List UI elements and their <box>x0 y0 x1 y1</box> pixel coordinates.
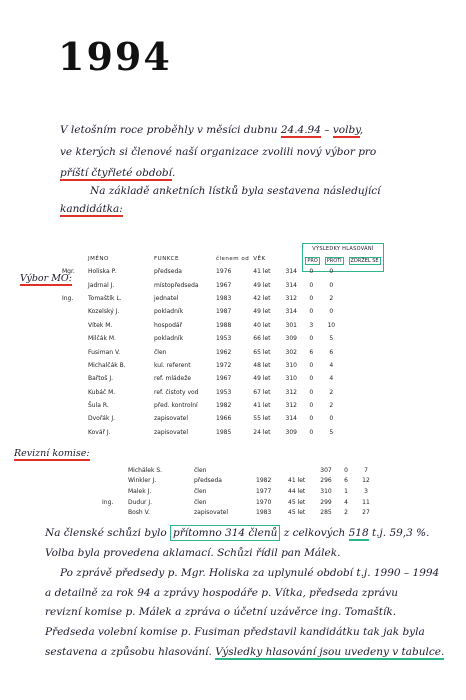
cell-proti: 0 <box>309 308 314 316</box>
cell-title <box>100 507 126 518</box>
outro-line-7 <box>45 647 444 658</box>
cell-title <box>60 332 86 345</box>
cell-function: člen <box>194 498 207 506</box>
roster-row <box>60 278 341 291</box>
cell-zdrzel: 0 <box>329 308 334 316</box>
committee-row <box>100 507 376 518</box>
cell-zdrzel: 2 <box>329 388 334 396</box>
roster-row <box>60 265 341 278</box>
cell-pro: 314 <box>285 415 297 423</box>
cell-title <box>60 278 86 291</box>
cell-age <box>286 465 316 476</box>
cell-proti: 0 <box>309 402 314 410</box>
intro-text: V letošním roce proběhly v měsíci dubnu <box>60 124 281 136</box>
attendance-count: přítomno 314 členů <box>170 525 280 541</box>
cell-title <box>60 305 86 318</box>
col-name: JMÉNO <box>88 256 109 262</box>
cell-function: místopředseda <box>154 281 199 289</box>
candidate-list-label: kandidátka: <box>60 203 123 215</box>
cell-name: Jadrnal J. <box>88 281 115 289</box>
cell-function: ref. mládeže <box>154 375 192 383</box>
cell-year: 1982 <box>256 477 272 485</box>
col-proti-spacer <box>301 253 321 265</box>
cell-pro: 307 <box>320 466 332 474</box>
intro-separator: – <box>320 124 333 136</box>
cell-title <box>60 412 86 425</box>
cell-zdrzel: 0 <box>329 268 334 276</box>
cell-title <box>60 399 86 412</box>
cell-function: před. kontrolní <box>154 402 198 410</box>
cell-name: Holiska P. <box>88 268 117 276</box>
cell-name: Kovář J. <box>88 428 111 436</box>
cell-age: 40 let <box>253 321 271 329</box>
cell-zdrzel: 4 <box>329 375 334 383</box>
cell-name: Dvořák J. <box>88 415 116 423</box>
outro-line-3: Po zprávě předsedy p. Mgr. Holiska za uplynulé období t.j. 1990 – 1994 <box>60 567 440 579</box>
audit-committee-table <box>100 465 376 518</box>
cell-year <box>254 465 286 476</box>
cell-zdrzel: 4 <box>329 361 334 369</box>
cell-pro: 309 <box>285 428 297 436</box>
cell-pro: 310 <box>285 375 297 383</box>
cell-name: Kozelský J. <box>88 308 120 316</box>
cell-year: 1983 <box>216 294 232 302</box>
cell-function: člen <box>194 466 207 474</box>
cell-pro: 312 <box>285 294 297 302</box>
cell-name: Malek J. <box>128 487 152 495</box>
cell-name: Dudur J. <box>128 498 153 506</box>
cell-age: 41 let <box>288 477 306 485</box>
cell-pro: 296 <box>320 477 332 485</box>
committee-row <box>100 476 376 487</box>
roster-row <box>60 319 341 332</box>
results-note: Výsledky hlasování jsou uvedeny v tabulce. <box>215 646 445 658</box>
board-roster-table <box>60 253 341 439</box>
col-pro: PRO <box>307 258 318 264</box>
cell-proti: 0 <box>344 466 348 474</box>
cell-year: 1966 <box>216 415 232 423</box>
cell-age: 44 let <box>288 487 306 495</box>
cell-function: člen <box>154 348 167 356</box>
cell-proti: 2 <box>344 509 348 517</box>
cell-title <box>100 465 126 476</box>
cell-function: zapisovatel <box>194 509 229 517</box>
cell-age: 66 let <box>253 335 271 343</box>
cell-year: 1982 <box>216 402 232 410</box>
cell-zdrzel: 3 <box>364 487 368 495</box>
cell-pro: 310 <box>320 487 332 495</box>
cell-zdrzel: 2 <box>329 402 334 410</box>
cell-age: 48 let <box>253 361 271 369</box>
cell-pro: 310 <box>285 361 297 369</box>
cell-pro: 285 <box>320 509 332 517</box>
cell-age: 42 let <box>253 294 271 302</box>
cell-year: 1977 <box>256 487 272 495</box>
results-title: VÝSLEDKY HLASOVÁNÍ <box>312 246 374 252</box>
cell-title: Mgr. <box>62 268 75 276</box>
outro-text: Na členské schůzi bylo <box>45 527 170 539</box>
col-function: FUNKCE <box>154 256 179 262</box>
cell-zdrzel: 0 <box>329 415 334 423</box>
page-year-heading: 1994 <box>58 34 172 79</box>
cell-name: Bosh V. <box>128 509 150 517</box>
roster-row <box>60 305 341 318</box>
cell-age: 49 let <box>253 281 271 289</box>
cell-age: 67 let <box>253 388 271 396</box>
cell-name: Michálek S. <box>128 466 163 474</box>
cell-proti: 0 <box>309 361 314 369</box>
cell-pro: 302 <box>285 348 297 356</box>
cell-title <box>60 359 86 372</box>
roster-row <box>60 372 341 385</box>
cell-age: 55 let <box>253 415 271 423</box>
cell-proti: 3 <box>309 321 314 329</box>
cell-title <box>100 476 126 487</box>
committee-row <box>100 465 376 476</box>
cell-zdrzel: 5 <box>329 428 334 436</box>
cell-function: předseda <box>154 268 182 276</box>
cell-year: 1967 <box>216 375 232 383</box>
intro-line-1 <box>60 125 363 136</box>
cell-name: Kubáč M. <box>88 388 116 396</box>
committee-row <box>100 497 376 508</box>
cell-year: 1985 <box>216 428 232 436</box>
cell-proti: 0 <box>309 294 314 302</box>
cell-proti: 4 <box>344 498 348 506</box>
cell-age: 45 let <box>288 498 306 506</box>
cell-function: zapisovatel <box>154 428 189 436</box>
outro-line-5: revizní komise p. Málek a zpráva o účetní uzávěrce ing. Tomaštík. <box>45 606 397 618</box>
cell-year: 1983 <box>256 509 272 517</box>
cell-year: 1970 <box>256 498 272 506</box>
cell-name: Bařtoš J. <box>88 375 113 383</box>
intro-line-4: Na základě anketních lístků byla sestavena následující <box>90 185 381 197</box>
cell-zdrzel: 6 <box>329 348 334 356</box>
cell-title: Ing. <box>62 294 74 302</box>
col-proti: PROTI <box>326 258 342 264</box>
cell-year: 1972 <box>216 361 232 369</box>
col-pro-spacer <box>281 253 301 265</box>
cell-year: 1962 <box>216 348 232 356</box>
attendance-percent: t.j. 59,3 %. <box>368 527 430 539</box>
cell-zdrzel: 10 <box>327 321 336 329</box>
col-zdrzel: ZDRŽEL SE <box>350 258 379 264</box>
intro-line-5 <box>60 204 123 215</box>
elections-word: volby <box>332 124 360 136</box>
cell-function: kul. referent <box>154 361 191 369</box>
cell-proti: 0 <box>309 375 314 383</box>
cell-title <box>100 486 126 497</box>
col-member-since: členem od <box>216 256 250 262</box>
cell-pro: 309 <box>285 335 297 343</box>
cell-title <box>60 372 86 385</box>
intro-line-3 <box>60 168 175 179</box>
cell-zdrzel: 7 <box>364 466 368 474</box>
cell-pro: 314 <box>285 268 297 276</box>
committee-label <box>14 448 90 459</box>
roster-row <box>60 332 341 345</box>
cell-age: 45 let <box>288 509 306 517</box>
roster-row <box>60 359 341 372</box>
four-year-term: čtyřleté období <box>91 167 172 179</box>
intro-punct: , <box>359 124 364 136</box>
cell-title <box>60 319 86 332</box>
next-text: příští <box>60 167 92 179</box>
cell-function: pokladník <box>154 308 184 316</box>
cell-zdrzel: 2 <box>329 294 334 302</box>
cell-year: 1953 <box>216 335 232 343</box>
cell-year: 1988 <box>216 321 232 329</box>
cell-age: 49 let <box>253 308 271 316</box>
cell-pro: 314 <box>285 281 297 289</box>
cell-name: Winkler J. <box>128 477 157 485</box>
cell-title <box>60 345 86 358</box>
outro-text: sestavena a způsobu hlasování. <box>45 646 216 658</box>
cell-proti: 0 <box>309 281 314 289</box>
roster-row <box>60 412 341 425</box>
cell-pro: 301 <box>285 321 297 329</box>
cell-year: 1976 <box>216 268 232 276</box>
cell-zdrzel: 5 <box>329 335 334 343</box>
cell-age: 24 let <box>253 428 271 436</box>
roster-row <box>60 345 341 358</box>
election-date: 24.4.94 <box>280 124 321 136</box>
committee-label-text: Revizní komise: <box>14 448 90 459</box>
cell-proti: 0 <box>309 268 314 276</box>
cell-proti: 0 <box>309 388 314 396</box>
col-title <box>60 253 86 265</box>
cell-function: jednatel <box>154 294 179 302</box>
cell-year: 1987 <box>216 308 232 316</box>
cell-zdrzel: 0 <box>329 281 334 289</box>
cell-proti: 0 <box>309 415 314 423</box>
cell-function: předseda <box>194 477 222 485</box>
roster-row <box>60 292 341 305</box>
cell-pro: 312 <box>285 388 297 396</box>
board-label-text: Výbor MO: <box>20 273 72 284</box>
outro-line-4: a detailně za rok 94 a zprávy hospodáře p. Vítka, předseda zprávu <box>45 587 398 599</box>
cell-age: 49 let <box>253 375 271 383</box>
cell-proti: 6 <box>344 477 348 485</box>
cell-zdrzel: 12 <box>362 477 370 485</box>
outro-line-2: Volba byla provedena aklamací. Schůzi řídil pan Málek. <box>45 547 341 559</box>
cell-pro: 312 <box>285 402 297 410</box>
cell-name: Šula R. <box>88 402 109 410</box>
cell-name: Tomaštík L. <box>88 294 122 302</box>
roster-row <box>60 426 341 439</box>
intro-punct: . <box>171 167 176 179</box>
cell-name: Michalčák B. <box>88 361 126 369</box>
cell-age: 65 let <box>253 348 271 356</box>
cell-function: ref. čistoty vod <box>154 388 199 396</box>
cell-proti: 0 <box>309 335 314 343</box>
cell-year: 1953 <box>216 388 232 396</box>
roster-row <box>60 386 341 399</box>
cell-function: člen <box>194 487 207 495</box>
cell-name: Milčák M. <box>88 335 116 343</box>
cell-age: 41 let <box>253 402 271 410</box>
cell-year: 1967 <box>216 281 232 289</box>
roster-header-row <box>60 253 341 265</box>
committee-row <box>100 486 376 497</box>
total-members: 518 <box>348 527 369 539</box>
cell-zdrzel: 11 <box>362 498 370 506</box>
cell-proti: 1 <box>344 487 348 495</box>
cell-function: zapisovatel <box>154 415 189 423</box>
cell-proti: 6 <box>309 348 314 356</box>
intro-line-2: ve kterých si členové naší organizace zvolili nový výbor pro <box>60 146 377 158</box>
cell-title <box>60 386 86 399</box>
outro-text: z celkových <box>280 527 349 539</box>
cell-name: Fusiman V. <box>88 348 121 356</box>
cell-title <box>60 426 86 439</box>
cell-age: 41 let <box>253 268 271 276</box>
cell-title: Ing. <box>102 498 114 506</box>
cell-function: pokladník <box>154 335 184 343</box>
cell-function: hospodář <box>154 321 183 329</box>
roster-row <box>60 399 341 412</box>
outro-line-6: Předseda volební komise p. Fusiman představil kandidátku tak jak byla <box>45 626 425 638</box>
cell-pro: 314 <box>285 308 297 316</box>
cell-pro: 299 <box>320 498 332 506</box>
col-zdrzel-spacer <box>321 253 341 265</box>
cell-name: Vítek M. <box>88 321 113 329</box>
cell-proti: 0 <box>309 428 314 436</box>
outro-line-1 <box>45 528 429 539</box>
col-age: VĚK <box>253 256 266 262</box>
cell-zdrzel: 27 <box>362 509 370 517</box>
